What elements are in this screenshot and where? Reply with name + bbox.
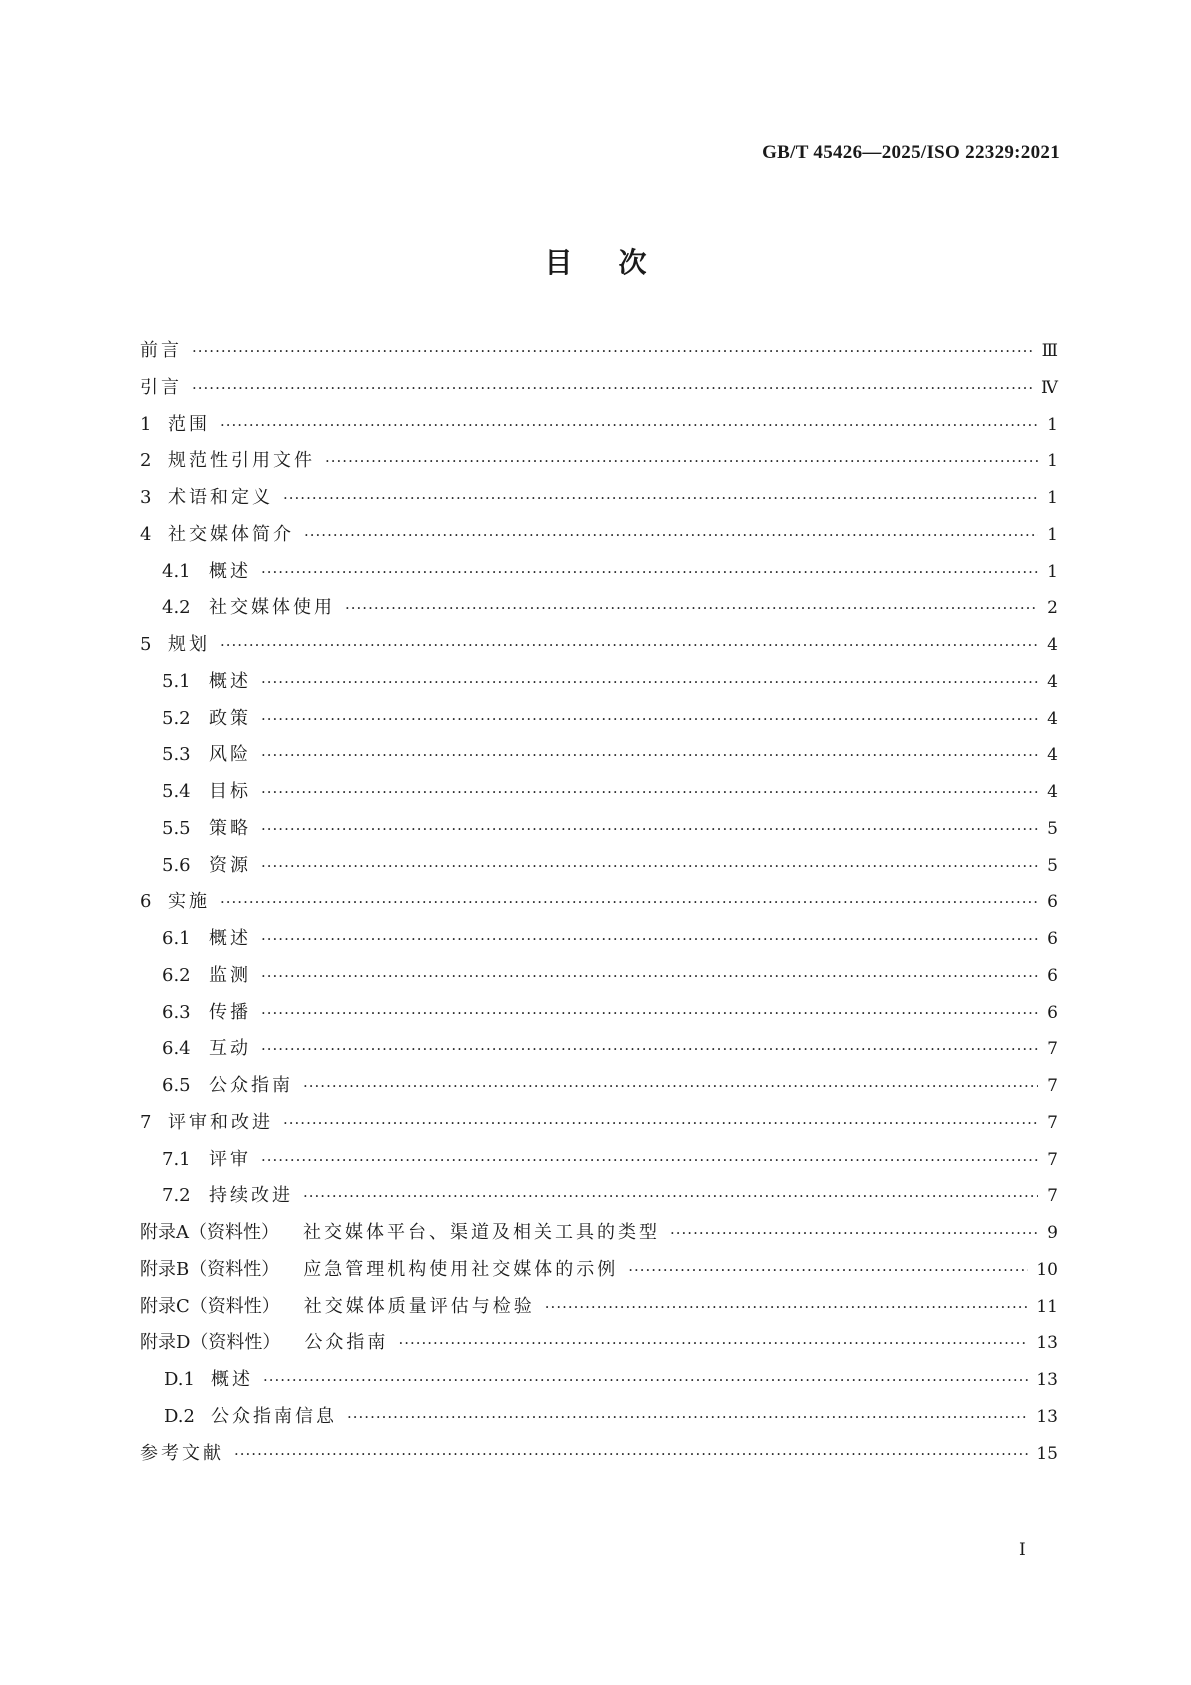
toc-entry-label: 规划	[168, 634, 210, 655]
toc-entry-number: 6.1	[162, 928, 191, 949]
toc-entry-page: 7	[1047, 1149, 1058, 1170]
toc-entry-page: 6	[1047, 965, 1058, 986]
leader-dots	[261, 710, 1038, 728]
toc-entry-6-5[interactable]	[140, 1071, 1058, 1108]
toc-entry-number: 6.3	[162, 1001, 191, 1023]
toc-entry-number: 3	[140, 487, 152, 508]
page-title: 目次	[544, 246, 693, 279]
toc-entry-6-3[interactable]	[140, 998, 1058, 1035]
toc-entry-4-1[interactable]	[140, 557, 1058, 594]
toc-entry-page: 6	[1047, 892, 1058, 913]
toc-entry-page: 1	[1047, 451, 1058, 472]
toc-entry-page: 13	[1036, 1333, 1058, 1354]
toc-entry-5-1[interactable]	[140, 667, 1058, 704]
toc-entry-7-2[interactable]	[140, 1181, 1058, 1218]
leader-dots	[303, 1077, 1038, 1095]
toc-entry-page: 10	[1036, 1259, 1058, 1280]
leader-dots	[220, 893, 1038, 911]
toc-entry-page: 6	[1047, 1002, 1058, 1023]
toc-entry-introduction[interactable]	[140, 373, 1058, 410]
leader-dots	[261, 1151, 1038, 1169]
toc-entry-label: 资源	[209, 854, 251, 876]
toc-entry-label: 术语和定义	[168, 487, 273, 508]
toc-entry-page: 1	[1047, 524, 1058, 545]
leader-dots	[261, 930, 1038, 948]
table-of-contents	[140, 336, 1058, 1475]
toc-entry-page: 7	[1047, 1076, 1058, 1096]
toc-entry-label: 概述	[209, 670, 251, 692]
toc-entry-6-4[interactable]	[140, 1034, 1058, 1071]
toc-entry-label: 公众指南	[304, 1332, 389, 1354]
toc-entry-number: 4.2	[162, 597, 191, 619]
toc-entry-6-2[interactable]	[140, 961, 1058, 998]
toc-entry-label: 社交媒体质量评估与检验	[303, 1295, 535, 1317]
toc-entry-number: 5.5	[162, 817, 191, 839]
toc-entry-page: 5	[1047, 818, 1058, 839]
toc-entry-number: 6	[140, 891, 152, 913]
toc-entry-page: 7	[1047, 1186, 1058, 1207]
toc-entry-number: D.1	[164, 1369, 195, 1390]
leader-dots	[345, 599, 1038, 617]
leader-dots	[283, 489, 1038, 507]
toc-entry-page: 4	[1047, 708, 1058, 729]
toc-entry-label: 应急管理机构使用社交媒体的示例	[303, 1258, 619, 1280]
toc-entry-label: 互动	[209, 1038, 251, 1060]
toc-entry-label: 引言	[140, 376, 182, 398]
toc-entry-number: 2	[140, 450, 152, 472]
toc-entry-number: 1	[140, 413, 152, 435]
toc-entry-d-2[interactable]	[140, 1402, 1058, 1439]
toc-entry-label: 风险	[209, 744, 251, 766]
toc-entry-foreword[interactable]	[140, 336, 1058, 373]
toc-entry-number: 5.6	[162, 854, 191, 876]
toc-entry-appendix-c[interactable]	[140, 1292, 1058, 1329]
toc-entry-page: 1	[1047, 561, 1058, 582]
page-number: I	[1019, 1540, 1026, 1560]
toc-entry-label: 策略	[209, 817, 251, 839]
leader-dots	[261, 1004, 1038, 1022]
toc-entry-label: 评审和改进	[168, 1111, 273, 1133]
toc-entry-6[interactable]	[140, 887, 1058, 924]
toc-entry-label: 评审	[209, 1148, 251, 1170]
leader-dots	[670, 1224, 1038, 1242]
leader-dots	[628, 1261, 1028, 1279]
leader-dots	[303, 1187, 1038, 1205]
toc-entry-5-4[interactable]	[140, 777, 1058, 814]
leader-dots	[261, 746, 1038, 764]
toc-entry-7-1[interactable]	[140, 1145, 1058, 1182]
toc-entry-page: 6	[1047, 929, 1058, 949]
leader-dots	[347, 1408, 1028, 1426]
leader-dots	[220, 416, 1038, 434]
toc-entry-page: 1	[1047, 488, 1058, 508]
toc-entry-1[interactable]	[140, 410, 1058, 447]
toc-entry-appendix-d[interactable]	[140, 1328, 1058, 1365]
toc-entry-label: 公众指南信息	[211, 1405, 337, 1427]
toc-entry-number: 6.5	[162, 1075, 191, 1096]
toc-entry-label: 概述	[209, 928, 251, 949]
toc-entry-label: 社交媒体简介	[168, 523, 294, 545]
leader-dots	[192, 342, 1034, 360]
leader-dots	[261, 673, 1038, 691]
toc-entry-7[interactable]	[140, 1108, 1058, 1145]
toc-entry-number: 附录A（资料性）	[140, 1222, 279, 1243]
toc-entry-6-1[interactable]	[140, 924, 1058, 961]
toc-entry-number: 5.3	[162, 744, 191, 766]
leader-dots	[545, 1298, 1029, 1316]
toc-entry-number: 4	[140, 523, 152, 545]
toc-entry-page: 15	[1036, 1443, 1058, 1464]
toc-entry-number: 7.1	[162, 1148, 191, 1170]
toc-entry-label: 政策	[209, 707, 251, 729]
leader-dots	[263, 1371, 1028, 1389]
toc-entry-4-2[interactable]	[140, 593, 1058, 630]
toc-entry-label: 概述	[211, 1369, 253, 1390]
toc-entry-2[interactable]	[140, 446, 1058, 483]
toc-entry-label: 范围	[168, 413, 210, 435]
toc-entry-label: 概述	[209, 560, 251, 582]
toc-entry-label: 持续改进	[209, 1185, 293, 1207]
toc-entry-page: 2	[1047, 598, 1058, 619]
toc-entry-number: 5	[140, 634, 152, 655]
leader-dots	[234, 1445, 1028, 1463]
toc-entry-d-1[interactable]	[140, 1365, 1058, 1402]
toc-entry-page: 9	[1047, 1223, 1058, 1243]
toc-entry-number: 附录B（资料性）	[140, 1258, 280, 1280]
toc-entry-label: 传播	[209, 1001, 251, 1023]
toc-entry-page: 13	[1036, 1406, 1058, 1427]
toc-entry-label: 参考文献	[140, 1442, 224, 1464]
toc-entry-page: 4	[1047, 782, 1058, 802]
leader-dots	[220, 636, 1038, 654]
toc-entry-appendix-b[interactable]	[140, 1255, 1058, 1292]
toc-entry-page: 11	[1036, 1296, 1058, 1317]
toc-entry-label: 实施	[168, 891, 210, 913]
leader-dots	[261, 967, 1038, 985]
toc-entry-4[interactable]	[140, 520, 1058, 557]
toc-entry-label: 社交媒体使用	[209, 597, 335, 619]
toc-entry-label: 目标	[209, 781, 251, 802]
toc-entry-page: 13	[1036, 1370, 1058, 1390]
standard-code: GB/T 45426—2025/ISO 22329:2021	[762, 142, 1060, 163]
toc-entry-number: 附录D（资料性）	[140, 1332, 281, 1354]
toc-entry-page: 4	[1047, 745, 1058, 766]
toc-entry-page: 7	[1047, 1039, 1058, 1060]
toc-entry-number: 附录C（资料性）	[140, 1295, 280, 1317]
toc-entry-page: 5	[1047, 855, 1058, 876]
toc-entry-label: 公众指南	[209, 1075, 293, 1096]
leader-dots	[261, 783, 1038, 801]
toc-entry-page: 7	[1047, 1112, 1058, 1133]
toc-entry-number: 6.4	[162, 1038, 191, 1060]
toc-entry-3[interactable]	[140, 483, 1058, 520]
leader-dots	[283, 1114, 1038, 1132]
toc-entry-number: 7	[140, 1111, 152, 1133]
toc-entry-5-5[interactable]	[140, 814, 1058, 851]
leader-dots	[261, 1040, 1038, 1058]
leader-dots	[304, 526, 1038, 544]
toc-entry-number: 7.2	[162, 1185, 191, 1207]
toc-entry-page: 1	[1047, 414, 1058, 435]
toc-entry-5-2[interactable]	[140, 704, 1058, 741]
toc-entry-number: 5.2	[162, 707, 191, 729]
toc-entry-label: 规范性引用文件	[168, 450, 315, 472]
toc-entry-5-6[interactable]	[140, 851, 1058, 888]
leader-dots	[261, 857, 1038, 875]
toc-entry-page: Ⅳ	[1041, 377, 1058, 398]
leader-dots	[261, 563, 1038, 581]
toc-entry-label: 监测	[209, 964, 251, 986]
toc-entry-number: 6.2	[162, 964, 191, 986]
leader-dots	[261, 820, 1038, 838]
toc-entry-page: 4	[1047, 635, 1058, 655]
leader-dots	[325, 452, 1038, 470]
toc-entry-5-3[interactable]	[140, 740, 1058, 777]
toc-entry-number: 5.4	[162, 781, 191, 802]
toc-entry-bibliography[interactable]	[140, 1439, 1058, 1476]
toc-entry-number: D.2	[164, 1405, 195, 1427]
toc-entry-page: Ⅲ	[1041, 341, 1058, 361]
toc-entry-appendix-a[interactable]	[140, 1218, 1058, 1255]
leader-dots	[192, 379, 1033, 397]
toc-entry-label: 社交媒体平台、渠道及相关工具的类型	[303, 1222, 660, 1243]
toc-entry-5[interactable]	[140, 630, 1058, 667]
toc-entry-label: 前言	[140, 340, 182, 361]
toc-entry-page: 4	[1047, 671, 1058, 692]
toc-entry-number: 4.1	[162, 560, 191, 582]
toc-entry-number: 5.1	[162, 670, 191, 692]
leader-dots	[398, 1334, 1028, 1352]
